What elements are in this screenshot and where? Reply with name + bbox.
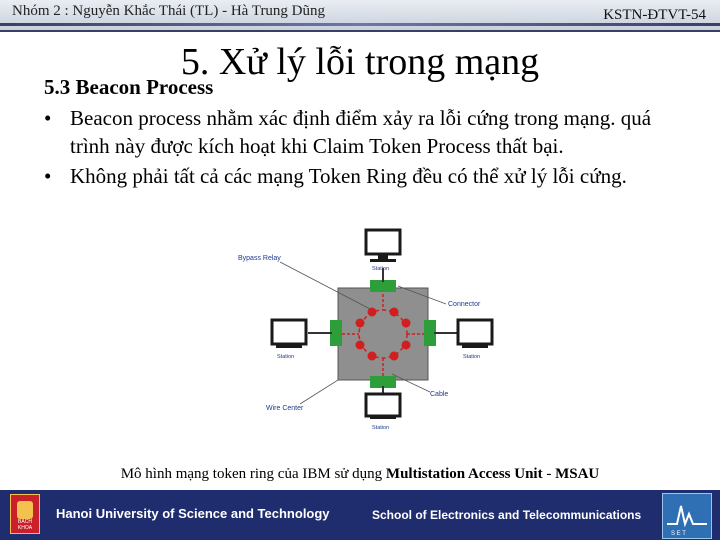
bullet-dot: • xyxy=(44,106,52,130)
header-authors: Nhóm 2 : Nguyễn Khắc Thái (TL) - Hà Trung Dũng xyxy=(12,3,326,19)
label-station-right: Station xyxy=(463,354,481,360)
label-connector: Connector xyxy=(448,301,481,308)
caption-separator: - xyxy=(542,466,556,482)
university-logo-text: BÁCH KHOA xyxy=(17,519,33,531)
station-top xyxy=(366,230,400,262)
bullet-text: Beacon process nhằm xác định điểm xảy ra lỗi cứng trong mạng. quá trình này được kích hoạt khi Claim Token Process thất bại. xyxy=(70,106,652,158)
slide-footer xyxy=(0,490,720,540)
relay-left-top xyxy=(356,319,365,328)
label-station-bottom: Station xyxy=(372,425,390,431)
station-right xyxy=(458,320,492,348)
diagram-caption xyxy=(0,466,720,483)
token-ring-diagram xyxy=(232,224,494,436)
slide-title: 5. Xử lý lỗi trong mạng xyxy=(180,41,540,83)
school-logo-text: S E T xyxy=(671,531,686,537)
label-station-left: Station xyxy=(277,354,295,360)
caption-bold-suffix: MSAU xyxy=(555,466,600,482)
slide-subtitle: 5.3 Beacon Process xyxy=(44,75,214,99)
bullet-text: Không phải tất cả các mạng Token Ring đều có thể xử lý lỗi cứng. xyxy=(70,164,627,188)
relay-right-bottom xyxy=(402,341,411,350)
label-bypass-relay: Bypass Relay xyxy=(238,255,281,262)
bullet-dot: • xyxy=(44,164,52,188)
header-class: KSTN-ĐTVT-54 xyxy=(603,7,706,23)
slide-header xyxy=(0,0,720,32)
label-wire-center: Wire Center xyxy=(266,405,304,412)
relay-left-bottom xyxy=(356,341,365,350)
caption-bold: Multistation Access Unit xyxy=(385,466,543,482)
station-bottom xyxy=(366,394,400,419)
label-station-top: Station xyxy=(372,266,390,272)
bullet-list xyxy=(44,104,684,192)
relay-bottom-left xyxy=(368,352,377,361)
header-rule xyxy=(0,23,720,26)
bullet-item xyxy=(44,162,684,190)
school-logo xyxy=(662,493,712,539)
relay-top-left xyxy=(368,308,377,317)
station-left xyxy=(272,320,306,348)
relay-bottom-right xyxy=(390,352,399,361)
caption-prefix: Mô hình mạng token ring của IBM sử dụng xyxy=(120,466,386,482)
university-logo xyxy=(10,494,40,534)
relay-right-top xyxy=(402,319,411,328)
bullet-item xyxy=(44,104,684,160)
label-cable: Cable xyxy=(430,391,449,398)
relay-top-right xyxy=(390,308,399,317)
footer-university: Hanoi University of Science and Technology xyxy=(56,506,330,521)
footer-school: School of Electronics and Telecommunications xyxy=(372,508,642,522)
